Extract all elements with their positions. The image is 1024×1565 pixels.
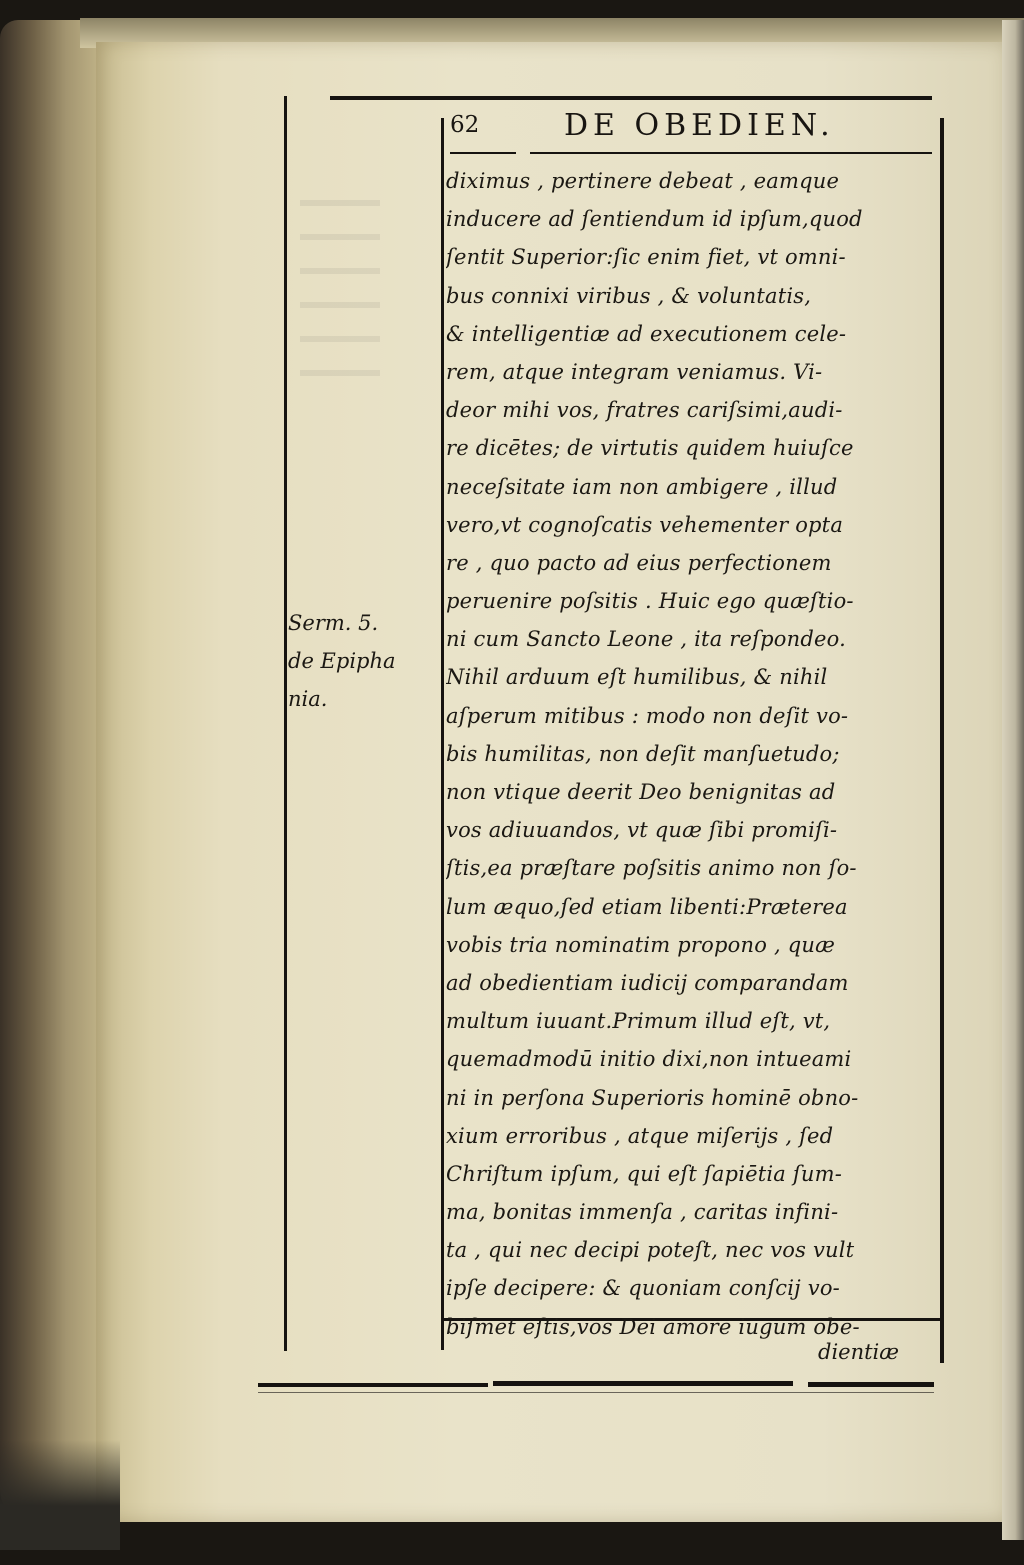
text-line: neceſsitate iam non ambigere , illud (446, 474, 838, 499)
text-line: Chriſtum ipſum, qui eſt ſapiētia ſum- (446, 1161, 843, 1186)
footer-rule-thin (258, 1392, 934, 1393)
text-line: ſentit Superior:ſic enim fiet, vt omni- (446, 245, 846, 270)
text-line: diximus , pertinere debeat , eamque (446, 169, 840, 193)
text-line: rem, atque integram veniamus. Vi- (446, 359, 823, 384)
page-title: DE OBEDIEN. (564, 108, 835, 143)
text-line: ipſe decipere: & quoniam conſcij vo- (446, 1276, 840, 1301)
text-line: vobis tria nominatim propono , quæ (446, 932, 836, 957)
page-fore-edge (1002, 20, 1024, 1540)
frame-rule-inner-left (441, 118, 444, 1350)
frame-rule-top (330, 96, 932, 100)
text-line: vero,vt cognoſcatis vehementer opta (446, 512, 844, 537)
text-line: peruenire poſsitis . Huic ego quæſtio- (446, 589, 854, 614)
footer-rule-right (808, 1382, 934, 1387)
text-line: & intelligentiæ ad executionem cele- (446, 321, 847, 346)
text-line: bis humilitas, non deſit manſuetudo; (446, 741, 840, 766)
binding-shadow (0, 1440, 120, 1550)
marginal-note (288, 604, 448, 719)
footer-rule-left (258, 1383, 488, 1387)
text-line: lum æquo,ſed etiam libenti:Præterea (446, 894, 848, 919)
ink-show-through (300, 200, 380, 380)
text-line: deor mihi vos, fratres cariſsimi,audi- (446, 398, 843, 423)
text-line: re dicētes; de virtutis quidem huiuſce (446, 436, 854, 461)
text-line: quemadmodū initio dixi,non intueami (446, 1047, 852, 1072)
text-line: ad obedientiam iudicij comparandam (446, 970, 849, 995)
head-rule-right (530, 152, 932, 154)
text-line: vos adiuuandos, vt quæ ſibi promiſi- (446, 818, 838, 843)
text-line: xium erroribus , atque miſerijs , ſed (446, 1123, 834, 1148)
footer-rule-middle (493, 1381, 793, 1386)
text-line: Nihil arduum eſt humilibus, & nihil (446, 665, 828, 690)
marginal-note-line: Serm. 5. (288, 611, 379, 635)
running-head (448, 108, 940, 148)
text-line: ta , qui nec decipi poteſt, nec vos vult (446, 1238, 855, 1263)
text-line: non vtique deerit Deo benignitas ad (446, 780, 836, 804)
text-line: ni in perſona Superioris hominē obno- (446, 1085, 859, 1110)
text-line: biſmet eſtis,vos Dei amore iugum obe- (446, 1314, 860, 1339)
marginal-note-line: de Epipha (288, 649, 396, 674)
frame-rule-right (940, 118, 944, 1363)
text-line: re , quo pacto ad eius perfectionem (446, 550, 832, 575)
text-line: ſtis,ea præſtare poſsitis animo non ſo- (446, 856, 857, 881)
text-line: aſperum mitibus : modo non deſit vo- (446, 703, 849, 728)
text-line: multum iuuant.Primum illud eſt, vt, (446, 1009, 831, 1034)
page-number: 62 (450, 112, 480, 138)
marginal-note-line: nia. (288, 687, 328, 712)
head-rule-left (450, 152, 516, 154)
frame-rule-outer-left (284, 96, 287, 1351)
catchword: dientiæ (818, 1340, 900, 1364)
text-line: inducere ad ſentiendum id ipſum,quod (446, 207, 863, 232)
text-line: bus connixi viribus , & voluntatis, (446, 283, 812, 308)
book-binding (0, 20, 110, 1520)
body-text (446, 162, 940, 1346)
text-line: ma, bonitas immenſa , caritas infini- (446, 1200, 839, 1225)
text-line: ni cum Sancto Leone , ita reſpondeo. (446, 627, 846, 652)
